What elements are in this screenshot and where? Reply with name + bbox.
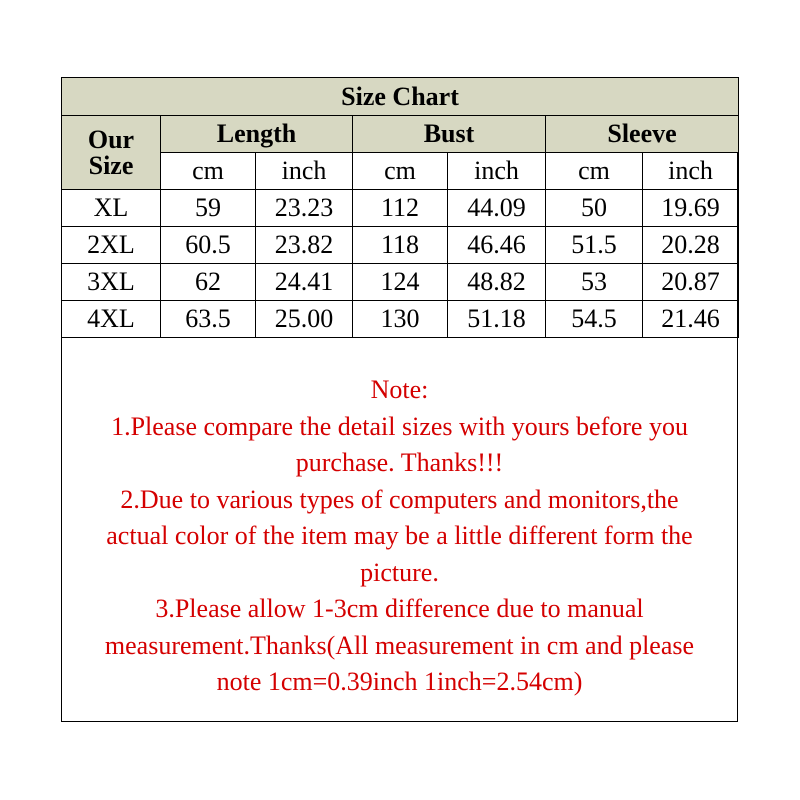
table-cell: 59 [161,190,256,227]
note-line: note 1cm=0.39inch 1inch=2.54cm) [216,667,583,696]
table-cell: 112 [353,190,448,227]
table-cell: 54.5 [546,301,643,338]
table-cell: 24.41 [256,264,353,301]
note-line: actual color of the item may be a little different form the [106,521,693,550]
table-cell: 46.46 [448,227,546,264]
notes-section [62,372,737,701]
unit-header: cm [353,153,448,190]
table-cell: 53 [546,264,643,301]
table-cell: 60.5 [161,227,256,264]
unit-header: inch [448,153,546,190]
table-cell: 50 [546,190,643,227]
table-cell: 51.18 [448,301,546,338]
note-line: 1.Please compare the detail sizes with yours before you [111,411,688,441]
table-cell: 25.00 [256,301,353,338]
note-line: 3.Please allow 1-3cm difference due to manual [155,594,644,623]
note-line: picture. [360,557,439,587]
table-cell: 23.23 [256,190,353,227]
table-cell: 124 [353,264,448,301]
note-heading: Note: [370,375,429,404]
unit-header: inch [256,153,353,190]
table-cell: 44.09 [448,190,546,227]
unit-header: cm [161,153,256,190]
size-label: 3XL [62,264,161,301]
sleeve-header: Sleeve [546,116,739,153]
note-line: purchase. Thanks!!! [295,448,504,477]
table-cell: 63.5 [161,301,256,338]
table-cell: 20.87 [643,264,739,301]
table-cell: 48.82 [448,264,546,301]
table-cell: 130 [353,301,448,338]
table-cell: 21.46 [643,301,739,338]
size-column-header [62,116,161,190]
size-header-line2: Size [88,150,134,180]
size-label: 4XL [62,301,161,338]
unit-header: inch [643,153,739,190]
bust-header: Bust [353,116,546,153]
size-label: XL [62,190,161,227]
table-row [62,264,739,301]
length-header: Length [161,116,353,153]
table-cell: 20.28 [643,227,739,264]
note-line: 2.Due to various types of computers and monitors,the [120,484,679,514]
table-cell: 62 [161,264,256,301]
note-line: measurement.Thanks(All measurement in cm and please [104,630,695,660]
table-cell: 19.69 [643,190,739,227]
table-cell: 23.82 [256,227,353,264]
table-cell: 51.5 [546,227,643,264]
size-chart-table [61,77,739,338]
table-row [62,227,739,264]
size-label: 2XL [62,227,161,264]
chart-title: Size Chart [62,78,739,116]
table-cell: 118 [353,227,448,264]
table-row [62,190,739,227]
size-header-line1: Our [87,124,135,154]
unit-header: cm [546,153,643,190]
table-row [62,301,739,338]
